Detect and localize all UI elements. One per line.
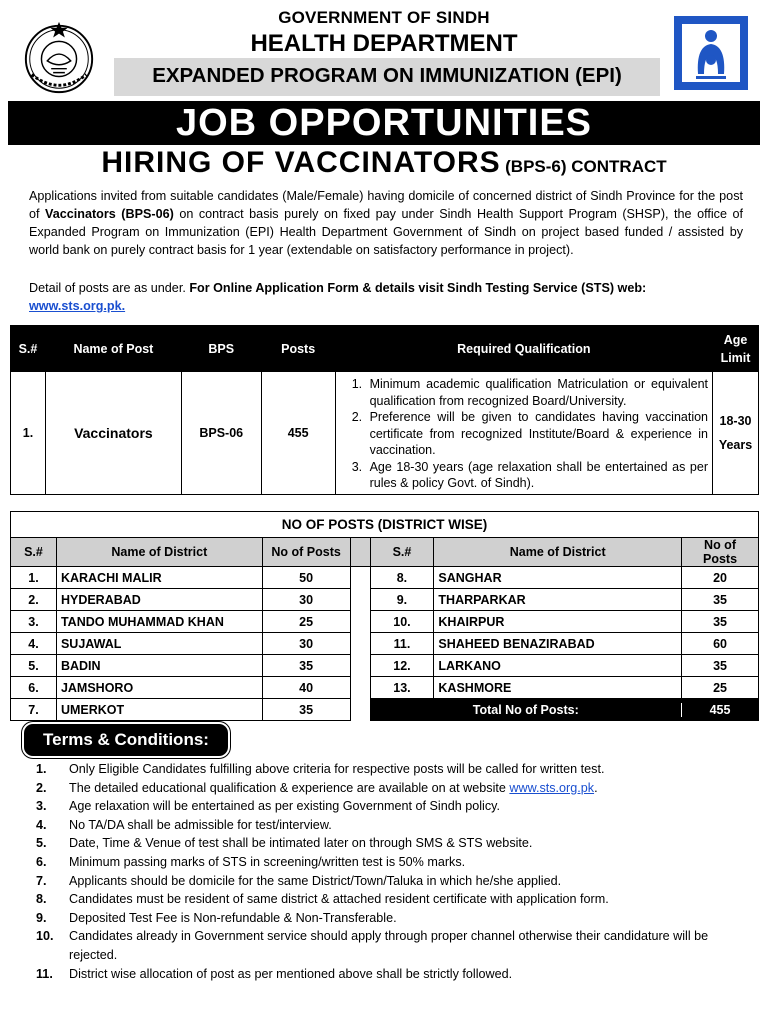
- col-age-limit: [713, 326, 759, 372]
- district-name: SANGHAR: [434, 567, 682, 589]
- district-name: THARPARKAR: [434, 589, 682, 611]
- total-value: 455: [681, 703, 758, 717]
- district-name: KHAIRPUR: [434, 611, 682, 633]
- district-name: LARKANO: [434, 655, 682, 677]
- job-opportunities-title: JOB OPPORTUNITIES: [175, 102, 593, 144]
- epi-logo-icon: [674, 16, 748, 90]
- district-sn: 3.: [11, 611, 57, 633]
- district-name: UMERKOT: [56, 699, 262, 721]
- term-number: 4.: [36, 817, 47, 832]
- terms-list: [36, 760, 740, 983]
- col-district-name: Name of District: [56, 538, 262, 567]
- term-text: Deposited Test Fee is Non-refundable & Non-Transferable.: [69, 910, 397, 925]
- qualification-item: 3. Age 18-30 years (age relaxation shall be entertained as per rules & policy Govt. of Sindh).: [366, 459, 708, 492]
- district-posts: 60: [682, 633, 759, 655]
- term-text: Candidates must be resident of same district & attached resident certificate with application form.: [69, 892, 609, 907]
- spacer-cell: [350, 677, 370, 699]
- district-sn: 9.: [370, 589, 434, 611]
- district-name: TANDO MUHAMMAD KHAN: [56, 611, 262, 633]
- term-text: Applicants should be domicile for the same District/Town/Taluka in which he/she applied.: [69, 873, 562, 888]
- district-name: KASHMORE: [434, 677, 682, 699]
- spacer-cell: [350, 538, 370, 567]
- term-text: No TA/DA shall be admissible for test/interview.: [69, 817, 332, 832]
- district-posts: 50: [262, 567, 350, 589]
- term-number: 1.: [36, 762, 47, 776]
- hiring-subtitle: (BPS-6) CONTRACT: [505, 157, 667, 176]
- detail-paragraph: [29, 279, 743, 315]
- list-item: [36, 853, 740, 872]
- district-posts: 35: [262, 655, 350, 677]
- term-number: 5.: [36, 836, 47, 851]
- district-posts: 20: [682, 567, 759, 589]
- col-no-of-posts: No of Posts: [682, 538, 759, 567]
- hiring-title: HIRING OF VACCINATORS: [101, 146, 501, 179]
- col-sn: S.#: [11, 326, 46, 372]
- district-sn: 12.: [370, 655, 434, 677]
- district-posts: 35: [682, 655, 759, 677]
- district-name: KARACHI MALIR: [56, 567, 262, 589]
- term-text: Age relaxation will be entertained as per existing Government of Sindh policy.: [69, 799, 500, 814]
- spacer-cell: [350, 699, 370, 721]
- term-number: 7.: [36, 873, 47, 888]
- list-item: [36, 927, 740, 964]
- col-sn: S.#: [11, 538, 57, 567]
- term-number: 3.: [36, 799, 47, 814]
- list-item: [36, 816, 740, 835]
- list-item: [36, 779, 740, 798]
- table-row: [11, 589, 759, 611]
- sts-website-link[interactable]: www.sts.org.pk.: [29, 299, 126, 313]
- term-number: 6.: [36, 854, 47, 869]
- district-table: [10, 511, 759, 721]
- sts-website-link[interactable]: www.sts.org.pk: [509, 780, 595, 795]
- spacer-cell: [350, 655, 370, 677]
- row-age-limit: [713, 372, 759, 495]
- district-posts: 25: [682, 677, 759, 699]
- table-row: [11, 677, 759, 699]
- district-sn: 2.: [11, 589, 57, 611]
- col-age-line1: Age: [723, 332, 748, 347]
- district-name: HYDERABAD: [56, 589, 262, 611]
- col-post-name: Name of Post: [45, 326, 181, 372]
- program-title: EXPANDED PROGRAM ON IMMUNIZATION (EPI): [152, 64, 622, 87]
- row-posts: 455: [261, 372, 335, 495]
- term-text: Minimum passing marks of STS in screening/written test is 50% marks.: [69, 854, 466, 869]
- term-text: District wise allocation of post as per mentioned above shall be strictly followed.: [69, 966, 513, 981]
- spacer-cell: [350, 611, 370, 633]
- spacer-cell: [350, 567, 370, 589]
- intro-text: Applications invited from suitable candidates (Male/Female) having domicile of concerned district of Sindh Province for the post of: [29, 189, 743, 221]
- table-row: [11, 611, 759, 633]
- age-range: 18-30: [719, 413, 752, 428]
- district-sn: 6.: [11, 677, 57, 699]
- district-sn: 4.: [11, 633, 57, 655]
- district-posts: 25: [262, 611, 350, 633]
- list-item: [36, 834, 740, 853]
- list-item: [36, 760, 740, 779]
- row-qualifications: [335, 372, 712, 495]
- term-text: Date, Time & Venue of test shall be intimated later on through SMS & STS website.: [69, 836, 533, 851]
- row-post-name: Vaccinators: [45, 372, 181, 495]
- term-number: 9.: [36, 910, 47, 925]
- row-bps: BPS-06: [181, 372, 261, 495]
- district-sn: 7.: [11, 699, 57, 721]
- col-qualification: Required Qualification: [335, 326, 712, 372]
- term-text-end: .: [594, 780, 598, 795]
- terms-title: Terms & Conditions:: [43, 730, 209, 749]
- district-table-header: [11, 538, 759, 567]
- district-posts: 30: [262, 589, 350, 611]
- age-unit: Years: [718, 437, 753, 452]
- district-name: SUJAWAL: [56, 633, 262, 655]
- term-text: [69, 779, 740, 798]
- col-sn: S.#: [370, 538, 434, 567]
- list-item: [36, 872, 740, 891]
- col-no-of-posts: No of Posts: [262, 538, 350, 567]
- table-row: [11, 567, 759, 589]
- term-text: Candidates already in Government service should apply through proper channel otherwise their candidature will be rejected.: [69, 929, 709, 962]
- term-text: Only Eligible Candidates fulfilling above criteria for respective posts will be called for written test.: [69, 762, 605, 776]
- table-row: [11, 372, 759, 495]
- page-header: [0, 0, 768, 110]
- district-posts: 35: [682, 589, 759, 611]
- table-row: [11, 699, 759, 721]
- total-posts-label: [370, 699, 759, 721]
- detail-bold-text: For Online Application Form & details visit Sindh Testing Service (STS) web:: [189, 281, 647, 295]
- detail-text: Detail of posts are as under.: [29, 281, 190, 295]
- col-posts: Posts: [261, 326, 335, 372]
- district-posts: 30: [262, 633, 350, 655]
- term-number: 2.: [36, 780, 47, 795]
- qualification-item: 1. Minimum academic qualification Matriculation or equivalent qualification from recognized Board/University.: [366, 376, 708, 409]
- posts-table: [10, 325, 759, 495]
- district-sn: 1.: [11, 567, 57, 589]
- table-row: [11, 633, 759, 655]
- spacer-cell: [350, 633, 370, 655]
- district-name: JAMSHORO: [56, 677, 262, 699]
- list-item: [36, 797, 740, 816]
- list-item: [36, 909, 740, 928]
- intro-post-name: Vaccinators (BPS-06): [45, 207, 174, 221]
- term-number: 8.: [36, 892, 47, 907]
- district-name: SHAHEED BENAZIRABAD: [434, 633, 682, 655]
- district-posts: 40: [262, 677, 350, 699]
- row-sn: 1.: [11, 372, 46, 495]
- list-item: [36, 965, 740, 984]
- col-district-name: Name of District: [434, 538, 682, 567]
- district-sn: 10.: [370, 611, 434, 633]
- qualification-item: 2. Preference will be given to candidates having vaccination certificate from recognized Institute/Board & experience in vaccination.: [366, 409, 708, 459]
- district-sn: 11.: [370, 633, 434, 655]
- term-number: 10.: [36, 929, 54, 944]
- district-sn: 13.: [370, 677, 434, 699]
- district-name: BADIN: [56, 655, 262, 677]
- total-label: Total No of Posts:: [472, 702, 579, 717]
- table-row: [11, 655, 759, 677]
- department-title: HEALTH DEPARTMENT: [250, 30, 518, 57]
- spacer-cell: [350, 589, 370, 611]
- intro-paragraph: [29, 187, 743, 259]
- term-text-part: The detailed educational qualification & experience are available on at website: [69, 780, 510, 795]
- term-number: 11.: [36, 966, 53, 981]
- list-item: [36, 890, 740, 909]
- district-posts: 35: [262, 699, 350, 721]
- col-age-line2: Limit: [720, 350, 751, 365]
- district-sn: 8.: [370, 567, 434, 589]
- district-sn: 5.: [11, 655, 57, 677]
- intro-text-cont: on contract basis purely on fixed pay under Sindh Health Support Program (SHSP), the office of Expanded Program on Immunization (EPI) Health Department Government of Sindh on project based funded / assisted by world bank on purely contract basis for 1 year (extendable on satisfactory performance in project).: [29, 207, 744, 257]
- district-posts: 35: [682, 611, 759, 633]
- hiring-heading: [0, 146, 768, 180]
- posts-table-header: [11, 326, 759, 372]
- government-title: GOVERNMENT OF SINDH: [278, 8, 490, 27]
- col-bps: BPS: [181, 326, 261, 372]
- district-table-caption: NO OF POSTS (DISTRICT WISE): [11, 512, 759, 538]
